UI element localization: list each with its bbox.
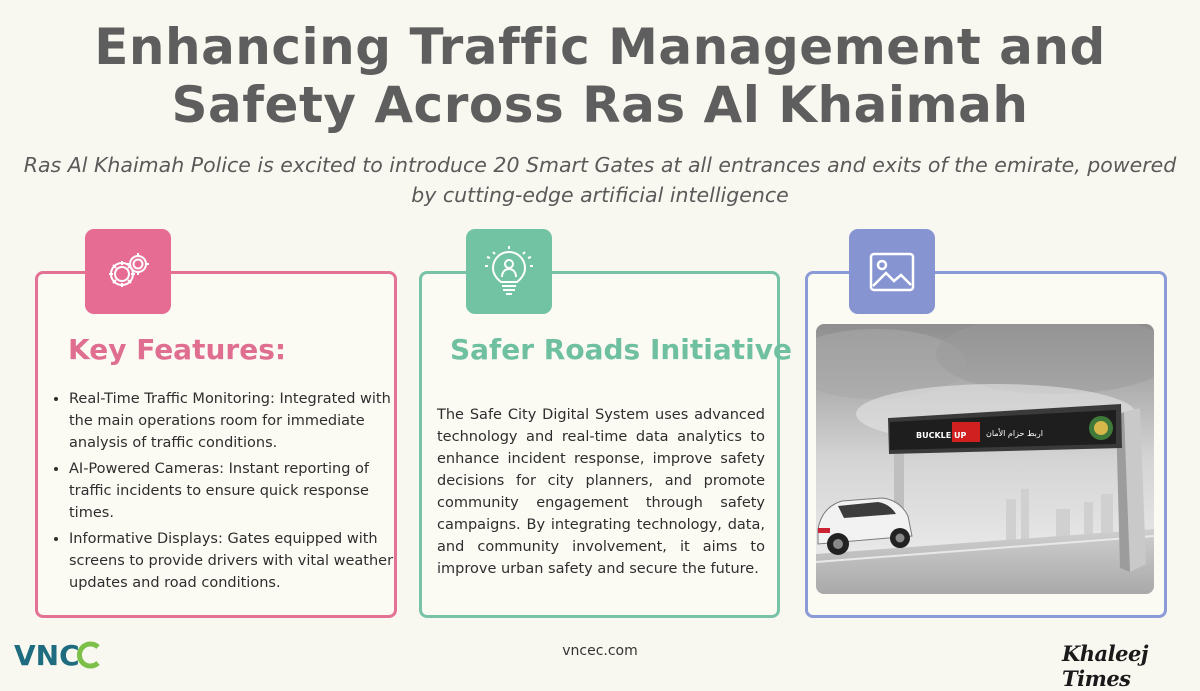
lightbulb-person-icon bbox=[466, 229, 552, 314]
khaleej-times-logo: Khaleej Times bbox=[1062, 641, 1148, 691]
footer-url[interactable]: vncec.com bbox=[562, 643, 638, 659]
gears-icon bbox=[85, 229, 171, 314]
title-line-1: Enhancing Traffic Management and bbox=[94, 18, 1106, 76]
vnc-logo-text: VNC bbox=[14, 639, 80, 671]
list-item: • Real-Time Traffic Monitoring: Integrated with the main operations room for immediate analysis of traffic conditions. bbox=[69, 388, 404, 454]
gate-sign-english: BUCKLE UP bbox=[916, 431, 967, 440]
page-title bbox=[0, 18, 1200, 134]
initiative-body: The Safe City Digital System uses advanced technology and real-time data analytics to enhance incident response, improve safety decisions for city planners, and promote community engagement through safety campaigns. By integrating technology, data, and community involvement, it aims to improve urban safety and secure the future. bbox=[437, 407, 765, 577]
list-item: • AI-Powered Cameras: Instant reporting of traffic incidents to ensure quick response times. bbox=[69, 458, 404, 524]
safer-roads-heading: Safer Roads Initiative bbox=[450, 333, 792, 366]
title-line-2: Safety Across Ras Al Khaimah bbox=[171, 76, 1029, 134]
smart-gate-photo bbox=[816, 324, 1154, 594]
gate-sign-arabic: اربط حزام الأمان bbox=[986, 429, 1043, 438]
subtitle: Ras Al Khaimah Police is excited to introduce 20 Smart Gates at all entrances and exits of the emirate, powered by cutting-edge artificial intelligence bbox=[23, 153, 1177, 207]
vnc-logo bbox=[14, 637, 104, 671]
features-list bbox=[52, 388, 404, 598]
key-features-heading: Key Features: bbox=[68, 333, 287, 366]
list-item: • Informative Displays: Gates equipped with screens to provide drivers with vital weather updates and road conditions. bbox=[69, 528, 404, 594]
image-icon bbox=[849, 229, 935, 314]
